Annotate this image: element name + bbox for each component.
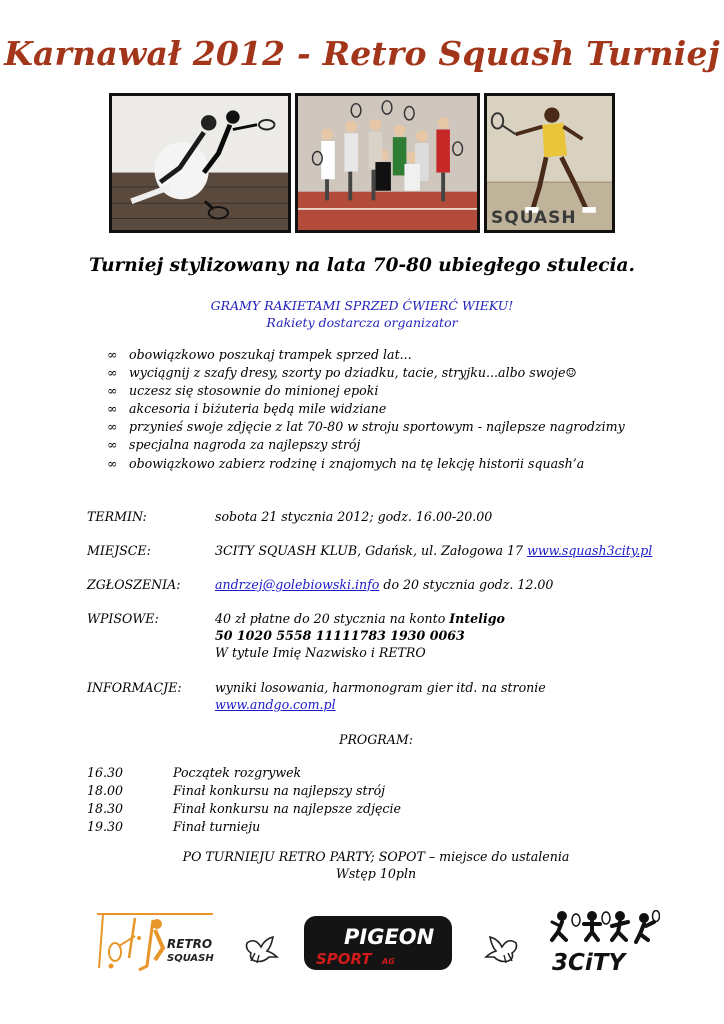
notice-organizer: Rakiety dostarcza organizator bbox=[266, 315, 458, 330]
infinity-bullet-icon: ∞ bbox=[107, 365, 118, 381]
list-item: ∞ specjalna nagroda za najlepszy strój bbox=[107, 437, 361, 453]
retro-logo-text: RETRO bbox=[167, 937, 213, 951]
zgloszenia-label: ZGŁOSZENIA: bbox=[87, 577, 181, 592]
termin-value: sobota 21 stycznia 2012; godz. 16.00-20.00 bbox=[215, 509, 493, 524]
transfer-note: W tytule Imię Nazwisko i RETRO bbox=[215, 645, 426, 660]
3city-logo-text: 3CiTY bbox=[552, 950, 626, 974]
schedule-row bbox=[87, 764, 487, 782]
after-party-line: PO TURNIEJU RETRO PARTY; SOPOT – miejsce do ustalenia bbox=[182, 849, 570, 864]
list-item: ∞ wyciągnij z szafy dresy, szorty po dziadku, tacie, stryjku...albo swoje☺ bbox=[107, 365, 577, 381]
miejsce-value: 3CITY SQUASH KLUB, Gdańsk, ul. Załogowa 17 bbox=[215, 543, 528, 558]
schedule-time: 18.30 bbox=[87, 801, 124, 816]
photo-group bbox=[295, 93, 480, 233]
program-heading: PROGRAM: bbox=[338, 732, 414, 747]
squash3city-link[interactable]: www.squash3city.pl bbox=[527, 543, 653, 558]
infinity-bullet-icon: ∞ bbox=[107, 419, 118, 435]
miejsce-label: MIEJSCE: bbox=[87, 543, 151, 558]
schedule-event: Finał konkursu na najlepsze zdjęcie bbox=[173, 801, 401, 816]
subtitle: Turniej stylizowany na lata 70-80 ubiegłego stulecia. bbox=[89, 255, 635, 276]
schedule-time: 18.00 bbox=[87, 783, 124, 798]
squash-logo-text: SQUASH bbox=[167, 953, 214, 964]
retro-squash-logo bbox=[95, 908, 220, 974]
infinity-bullet-icon: ∞ bbox=[107, 401, 118, 417]
sport-logo-text: SPORT bbox=[316, 950, 372, 968]
infinity-bullet-icon: ∞ bbox=[107, 455, 118, 471]
infinity-bullet-icon: ∞ bbox=[107, 383, 118, 399]
entry-fee-line: Wstęp 10pln bbox=[335, 866, 417, 881]
pigeon-sport-logo bbox=[302, 914, 454, 972]
schedule-event: Początek rozgrywek bbox=[173, 765, 302, 780]
dove-icon bbox=[243, 935, 281, 965]
wpisowe-label: WPISOWE: bbox=[87, 611, 159, 626]
list-item: ∞ obowiązkowo zabierz rodzinę i znajomych na tę lekcję historii squash’a bbox=[107, 455, 585, 471]
pigeon-logo-text: PIGEON bbox=[344, 925, 435, 949]
informacje-value: wyniki losowania, harmonogram gier itd. na stronie bbox=[215, 680, 546, 695]
schedule-time: 19.30 bbox=[87, 819, 124, 834]
photo-retro-players bbox=[109, 93, 291, 233]
list-item: ∞ przynieś swoje zdjęcie z lat 70-80 w stroju sportowym - najlepsze nagrodzimy bbox=[107, 419, 625, 435]
schedule-time: 16.30 bbox=[87, 765, 124, 780]
ag-logo-text: AG bbox=[382, 957, 395, 966]
termin-label: TERMIN: bbox=[87, 509, 147, 524]
schedule-event: Finał konkursu na najlepszy strój bbox=[173, 783, 386, 798]
zgloszenia-value: do 20 stycznia godz. 12.00 bbox=[379, 577, 554, 592]
3city-logo bbox=[548, 910, 660, 974]
bank-name: Inteligo bbox=[449, 611, 505, 626]
photo-squash-caption: SQUASH bbox=[491, 208, 577, 228]
schedule-event: Finał turnieju bbox=[173, 819, 261, 834]
dove-icon bbox=[482, 935, 522, 965]
infinity-bullet-icon: ∞ bbox=[107, 347, 118, 362]
schedule-row bbox=[87, 818, 487, 836]
infinity-bullet-icon: ∞ bbox=[107, 437, 118, 453]
schedule-row bbox=[87, 782, 487, 800]
list-item: ∞ akcesoria i biżuteria będą mile widziane bbox=[107, 401, 387, 417]
page-title: Karnawał 2012 - Retro Squash Turniej bbox=[4, 34, 720, 73]
list-item: ∞ obowiązkowo poszukaj trampek sprzed lat... bbox=[107, 347, 412, 362]
list-item: ∞ uczesz się stosownie do minionej epoki bbox=[107, 383, 379, 399]
rules-list bbox=[107, 346, 707, 473]
informacje-label: INFORMACJE: bbox=[87, 680, 182, 695]
andgo-link[interactable]: www.andgo.com.pl bbox=[215, 697, 336, 712]
schedule bbox=[87, 764, 487, 836]
email-link[interactable]: andrzej@golebiowski.info bbox=[215, 577, 380, 592]
photo-squash-player bbox=[484, 93, 615, 233]
wpisowe-value: 40 zł płatne do 20 stycznia na konto bbox=[215, 611, 450, 626]
schedule-row bbox=[87, 800, 487, 818]
notice-rackets: GRAMY RAKIETAMI SPRZED ĆWIERĆ WIEKU! bbox=[210, 298, 514, 313]
account-number: 50 1020 5558 11111783 1930 0063 bbox=[215, 628, 465, 643]
